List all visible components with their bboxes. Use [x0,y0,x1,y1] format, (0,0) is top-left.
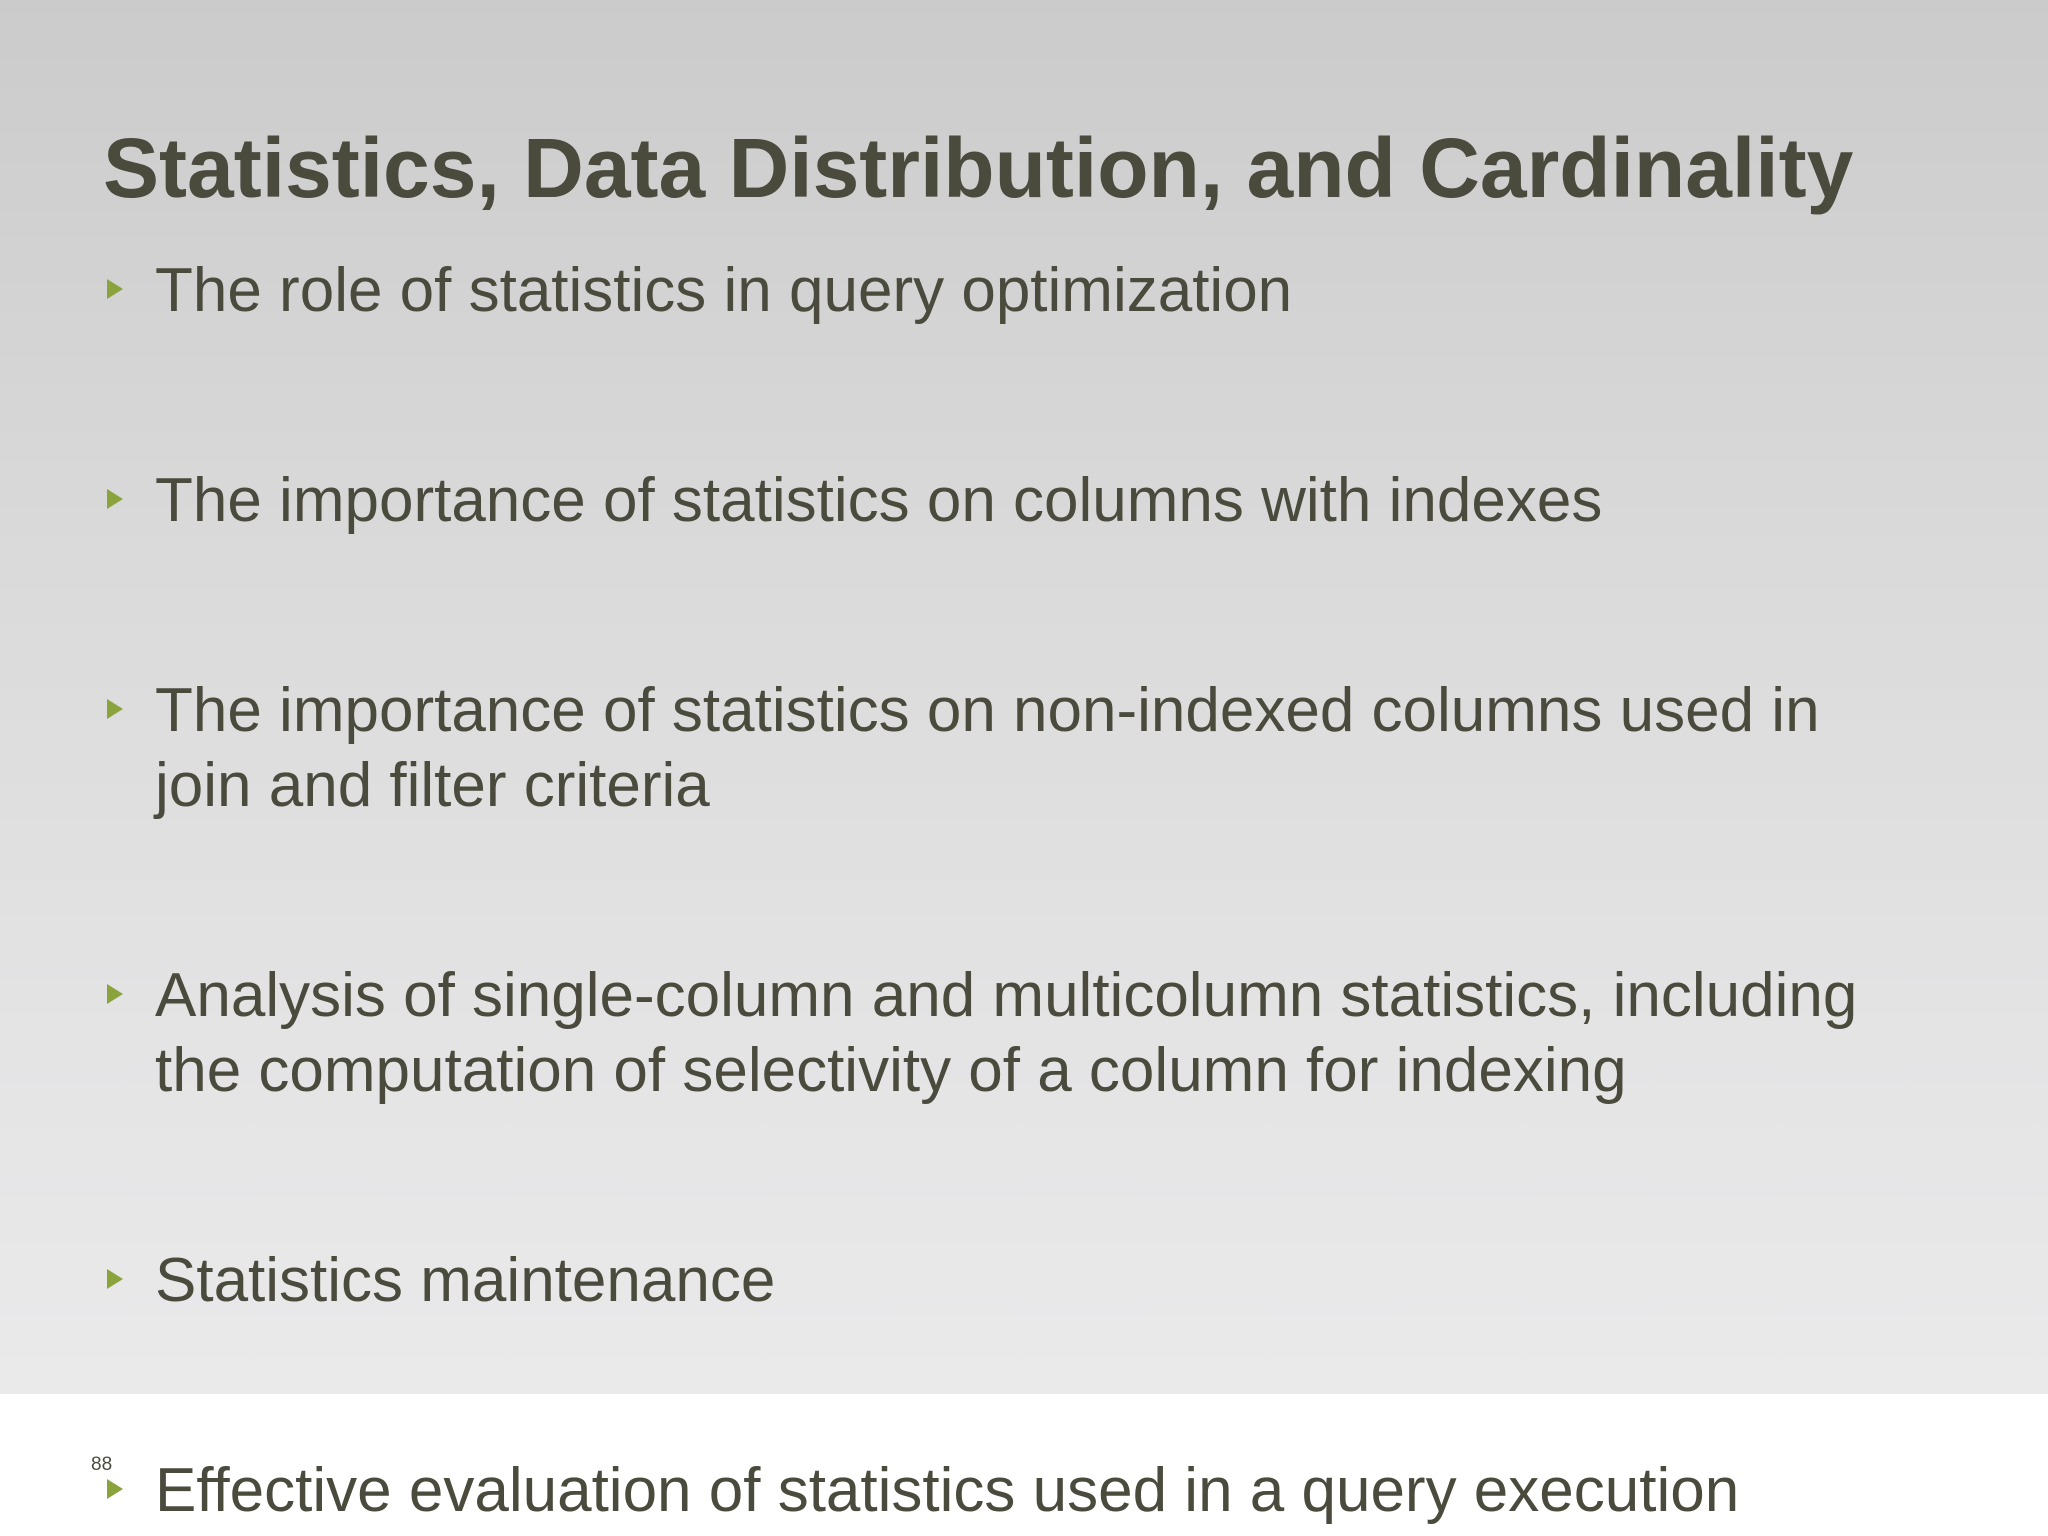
bullet-text: The importance of statistics on non-indexed columns used in join and filter criteria [155,676,1820,820]
slide-title: Statistics, Data Distribution, and Cardinality [103,121,1854,215]
triangle-bullet-icon [107,1269,123,1289]
triangle-bullet-icon [107,1479,123,1499]
bullet-text: The importance of statistics on columns with indexes [155,466,1603,535]
triangle-bullet-icon [107,984,123,1004]
bullet-text: Statistics maintenance [155,1246,776,1315]
triangle-bullet-icon [107,699,123,719]
bullet-text: The role of statistics in query optimization [155,256,1293,325]
triangle-bullet-icon [107,489,123,509]
bullet-text: Analysis of single-column and multicolumn statistics, including the computation of selectivity of a column for indexing [155,961,1858,1105]
triangle-bullet-icon [107,279,123,299]
bullet-text: Effective evaluation of statistics used in a query execution [155,1456,1740,1525]
page-number: 88 [91,1454,113,1475]
